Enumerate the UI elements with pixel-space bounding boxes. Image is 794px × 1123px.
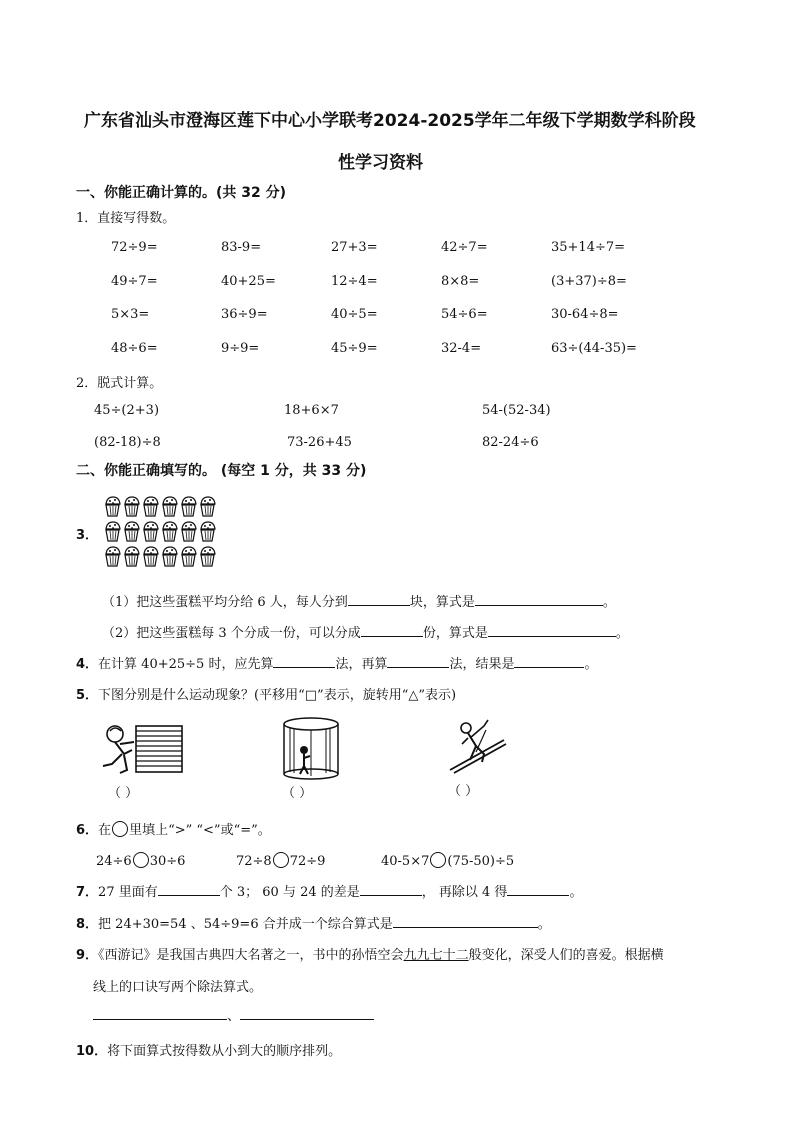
q9-text-a: 《西游记》是我国古典四大名著之一，书中的孙悟空会 [98,948,404,963]
q6-left: 40-5×7 [381,854,430,869]
cake-icon [201,547,215,566]
q2-item: 73-26+45 [287,435,352,450]
q6-right: (75-50)÷5 [447,854,515,869]
cake-icon [201,497,215,516]
q7-number: 7． [76,885,99,900]
q2-item: (82-18)÷8 [94,435,161,450]
q3-sub1-blank-1[interactable] [348,592,410,606]
q5 [76,684,456,703]
cake-icon [144,497,158,516]
q3-sub1-text-a: （1）把这些蛋糕平均分给 6 人，每人分到 [102,595,348,610]
q2-label: 2．脱式计算。 [76,376,163,391]
q6-right: 30÷6 [149,854,186,869]
q1-item: 12÷4= [331,274,378,289]
q7-blank-2[interactable] [360,882,422,896]
q6-left: 24÷6 [96,854,132,869]
q1-item: 83-9= [221,240,262,255]
cake-icon [144,522,158,541]
q7-blank-1[interactable] [158,882,220,896]
q7-text-d: 。 [569,885,583,900]
cake-icon [144,547,158,566]
q1-item: 48÷6= [111,341,158,356]
q1-item: 72÷9= [111,240,158,255]
q2-item: 54-(52-34) [482,403,551,418]
q1-item: 8×8= [441,274,480,289]
q6-item-2 [236,852,325,869]
q4-blank-3[interactable] [514,654,584,668]
cake-icon [106,497,120,516]
q9-separator: 、 [227,1009,241,1024]
cake-icon [125,547,139,566]
q9-line1 [76,944,664,963]
q5-text: 下图分别是什么运动现象？(平移用“□”表示，旋转用“△”表示) [98,688,457,703]
q3-sub2 [102,622,629,641]
q7 [76,881,582,900]
cake-icon [182,547,196,566]
page-title-line1: 广东省汕头市澄海区莲下中心小学联考2024-2025学年二年级下学期数学科阶段 [84,111,696,131]
q9-underlined-rhyme: 九九七十二 [403,948,469,963]
q9-blank-1[interactable] [93,1006,227,1020]
q6 [76,819,271,838]
q3-sub2-blank-2[interactable] [488,623,616,637]
cake-icon [201,522,215,541]
skier-picture [446,716,508,774]
q3-number: 3． [76,528,99,543]
q3-sub1 [102,591,616,610]
cake-icon [182,522,196,541]
q1-item: 40÷5= [331,307,378,322]
q1-item: 45÷9= [331,341,378,356]
cake-icon [106,547,120,566]
compare-circle[interactable] [273,852,289,868]
q6-text-b: 里填上“>” “<”或“=”。 [129,823,271,838]
q6-number: 6． [76,823,99,838]
q9-text-b: 般变化，深受人们的喜爱。根据横 [468,948,664,963]
q1-item: 32-4= [441,341,482,356]
q3-sub2-blank-1[interactable] [361,623,423,637]
q7-blank-3[interactable] [507,882,569,896]
q1-item: 35+14÷7= [551,240,626,255]
q6-item-3 [381,852,514,869]
cake-grid-image [102,494,220,570]
q6-text-a: 在 [98,823,112,838]
q4 [76,653,598,672]
q1-item: 42÷7= [441,240,488,255]
compare-circle[interactable] [430,852,446,868]
q3-sub2-text-c: 。 [615,626,629,641]
q10-number: 10． [76,1044,108,1059]
q8-blank[interactable] [393,914,538,928]
q1-item: 36÷9= [221,307,268,322]
q8 [76,913,551,932]
q2-item: 82-24÷6 [482,435,539,450]
q6-right: 72÷9 [289,854,326,869]
cake-icon [125,497,139,516]
page-title-line2: 性学习资料 [338,153,423,173]
q8-text-b: 。 [537,917,551,932]
q8-number: 8． [76,917,99,932]
q2-item: 45÷(2+3) [94,403,160,418]
q4-text-d: 。 [584,657,598,672]
q1-item: 27+3= [331,240,378,255]
q10-text: 将下面算式按得数从小到大的顺序排列。 [107,1044,342,1059]
q3-sub1-text-b: 块，算式是 [409,595,475,610]
q3-sub1-blank-2[interactable] [475,592,603,606]
q3-sub2-text-b: 份，算式是 [422,626,488,641]
q10 [76,1040,341,1059]
q7-text-c: ， 再除以 4 得 [421,885,508,900]
q5-answer-3[interactable]: （ ） [448,784,479,799]
q1-item: 9÷9= [221,341,260,356]
q9-number: 9． [76,948,99,963]
q4-text-c: 法，结果是 [449,657,515,672]
q1-item: 30-64÷8= [551,307,619,322]
q1-label: 1．直接写得数。 [76,211,176,226]
revolving-door-picture [282,716,340,780]
cake-icon [106,522,120,541]
q2-item: 18+6×7 [284,403,339,418]
cake-icon [163,522,177,541]
section2-heading: 二、你能正确填写的。 (每空 1 分，共 33 分) [76,463,367,479]
push-box-picture [100,720,186,776]
q6-item-1 [96,852,185,869]
q3-sub1-text-c: 。 [602,595,616,610]
q7-text-a: 27 里面有 [98,885,158,900]
q1-item: (3+37)÷8= [551,274,627,289]
q5-answer-1[interactable]: （ ） [108,786,139,801]
section1-heading: 一、你能正确计算的。(共 32 分) [76,185,287,201]
q8-text-a: 把 24+30=54 、54÷9=6 合并成一个综合算式是 [98,917,393,932]
q1-item: 5×3= [111,307,150,322]
q3-sub2-text-a: （2）把这些蛋糕每 3 个分成一份，可以分成 [102,626,361,641]
q5-number: 5． [76,688,99,703]
cake-icon [163,497,177,516]
cake-icon [163,547,177,566]
q5-answer-2[interactable]: （ ） [282,786,313,801]
q4-number: 4． [76,657,99,672]
q9-line2: 线上的口诀写两个除法算式。 [93,980,263,995]
q9-blank-2[interactable] [240,1006,374,1020]
cake-icon [182,497,196,516]
q4-blank-2[interactable] [387,654,449,668]
circle-icon [112,821,128,837]
cake-icon [125,522,139,541]
q9-answers [93,1005,374,1024]
q4-text-b: 法，再算 [335,657,388,672]
q7-text-b: 个 3； 60 与 24 的差是 [219,885,360,900]
q1-item: 49÷7= [111,274,158,289]
q1-item: 40+25= [221,274,276,289]
q1-item: 63÷(44-35)= [551,341,637,356]
q1-item: 54÷6= [441,307,488,322]
q6-left: 72÷8 [236,854,272,869]
q4-text-a: 在计算 40+25÷5 时，应先算 [98,657,274,672]
q4-blank-1[interactable] [273,654,335,668]
compare-circle[interactable] [133,852,149,868]
